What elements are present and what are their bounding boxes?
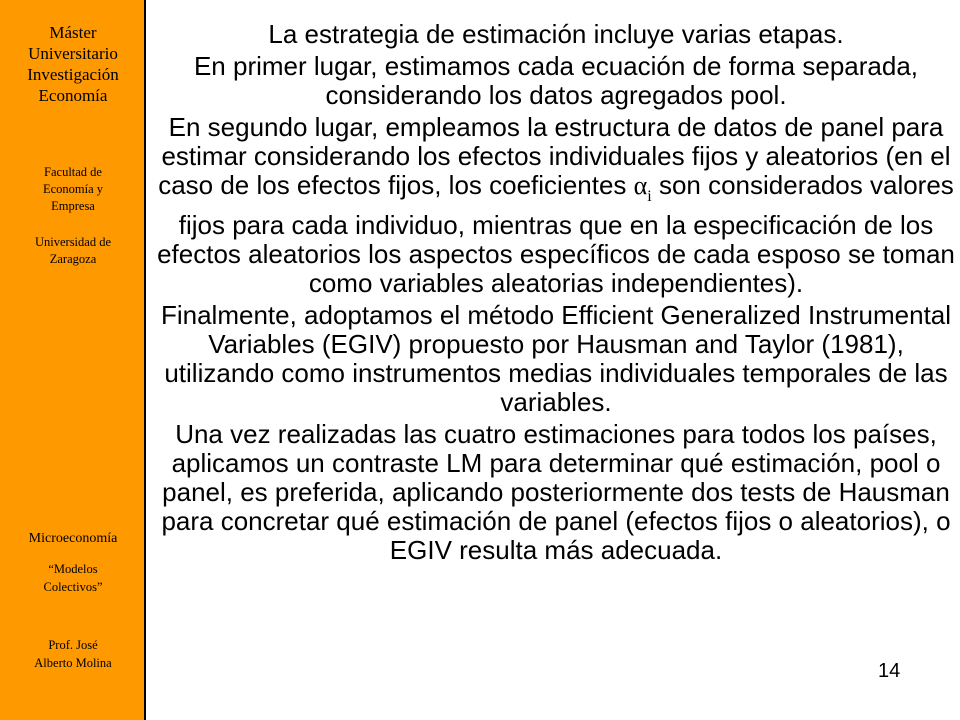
- sidebar-text: Universitario: [28, 44, 118, 63]
- subject-label: Microeconomía: [28, 531, 118, 546]
- alpha-subscript: i: [647, 188, 652, 205]
- professor-label: [0, 636, 146, 672]
- sidebar-text: Zaragoza: [49, 252, 97, 266]
- paragraph-panel: [156, 113, 956, 298]
- faculty-label: [0, 164, 146, 215]
- sidebar-text: Máster: [49, 23, 97, 42]
- alpha-symbol: [633, 171, 652, 205]
- slide-body: [156, 20, 956, 568]
- sidebar-text: Alberto Molina: [34, 656, 112, 670]
- paragraph-intro: La estrategia de estimación incluye varias etapas.: [268, 19, 844, 49]
- sidebar-text: “Modelos: [48, 562, 98, 576]
- sidebar-text: Economía: [38, 86, 108, 105]
- paragraph-panel-text-end: son considerados valores fijos para cada individuo, mientras que en la especificación de los efectos aleatorios los aspectos específicos de cada esposo se toman como variables aleatorias independientes).: [157, 170, 955, 298]
- paragraph-pool: En primer lugar, estimamos cada ecuación de forma separada, considerando los datos agregados pool.: [193, 51, 919, 110]
- paragraph-panel-text-start: En segundo lugar, empleamos la estructura de datos de panel para estimar considerando los efectos individuales fijos y aleatorios (en el caso de los efectos fijos, los coeficientes: [158, 112, 951, 200]
- sidebar-text: Empresa: [51, 199, 95, 213]
- university-label: [0, 234, 146, 268]
- sidebar-text: Universidad de: [34, 235, 112, 249]
- sidebar-text: Prof. José: [48, 638, 98, 652]
- paragraph-egiv: Finalmente, adoptamos el método Efficient Generalized Instrumental Variables (EGIV) propuesto por Hausman and Taylor (1981), utilizando como instrumentos medias individuales temporales de las variables.: [160, 300, 952, 417]
- alpha-letter: α: [633, 171, 648, 200]
- master-program-label: [0, 22, 146, 106]
- sidebar-text: Economía y: [42, 182, 104, 196]
- page-number: 14: [878, 660, 901, 682]
- sidebar-text: Investigación: [27, 65, 119, 84]
- paragraph-conclusion: Una vez realizadas las cuatro estimaciones para todos los países, aplicamos un contraste LM para determinar qué estimación, pool o panel, es preferida, aplicando posteriormente dos tests de Hausman para concretar qué estimación de panel (efectos fijos o aleatorios), o EGIV resulta más adecuada.: [161, 419, 951, 565]
- course-label: [0, 560, 146, 596]
- sidebar-text: Colectivos”: [43, 580, 103, 594]
- sidebar-text: Facultad de: [44, 165, 102, 179]
- sidebar: [0, 0, 146, 720]
